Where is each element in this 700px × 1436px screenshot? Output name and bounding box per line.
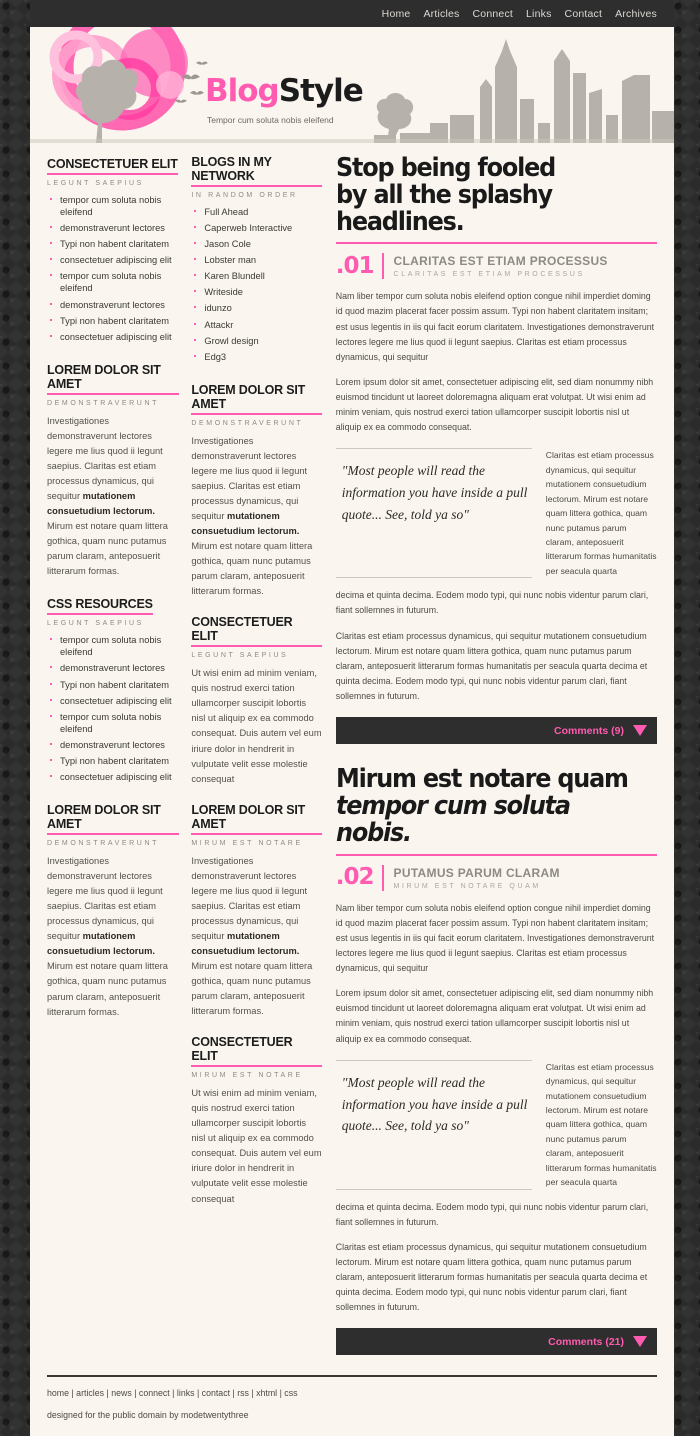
article-number: .01 [335,252,374,279]
list-item[interactable]: idunzo [191,302,321,318]
article-subtitle: MIRUM EST NOTARE QUAM [393,882,541,890]
sidebar-paragraph [191,854,321,1020]
sidebar-subheading: LEGUNT SAEPIUS [47,620,144,628]
article-paragraph: Lorem ipsum dolor sit amet, consectetuer adipiscing elit, sed diam nonummy nibh euismod tincidunt ut laoreet doloremagna aliquam erat volutpat. Ut wisi enim ad minim veniam, quis nostrud exerci tation ullamcorper suscipit lobortis nisl ut aliquip ex ea commodo consequat. [335,988,654,1044]
paragraph-text-bold: mutationem consuetudium lectorum. [47,931,155,957]
article-paragraph: decima et quinta decima. Eodem modo typi, qui nunc nobis videntur parum clari, fiant sollemnes in futurum. [335,590,649,616]
sidebar-block [47,155,179,347]
headline-divider [336,242,657,244]
article [336,155,657,744]
pullquote-side-text: Claritas est etiam processus dynamicus, qui sequitur mutationem consuetudium lectorum. Mirum est notare quam littera gothica, quam nunc putamus parum claram, anteposuerit litterarum formas humanitatis per seacula quarta [545,450,657,576]
footer-links[interactable]: home | articles | news | connect | links | contact | rss | xhtml | css [47,1388,298,1399]
sidebar-heading: LOREM DOLOR SIT AMET [191,383,321,415]
list-item[interactable]: tempor cum soluta nobis eleifend [47,711,179,739]
page-footer [47,1375,657,1436]
list-item[interactable]: tempor cum soluta nobis eleifend [47,194,179,222]
paragraph-text-post: Mirum est notare quam littera gothica, quam nunc putamus parum claram, anteposuerit litterarum formas. [47,521,168,577]
comments-link[interactable]: Comments (21) [548,1335,624,1348]
list-item[interactable]: demonstraverunt lectores [47,222,179,238]
nav-link-articles[interactable]: Articles [423,7,460,20]
paragraph-text-bold: mutationem consuetudium lectorum. [191,930,300,956]
paragraph-text-pre: Investigationes demonstraverunt lectores legere me lius quod ii legunt saepius. Claritas est etiam processus dynamicus, qui sequitur [47,415,163,502]
sidebar-heading: CONSECTETUER ELIT [47,157,178,175]
list-item[interactable]: consectetuer adipiscing elit [47,695,179,711]
sidebar-heading: CSS RESOURCES [47,597,153,615]
sidebar-paragraph [47,414,179,580]
list-item[interactable]: Edg3 [191,351,321,367]
sidebar-list [47,634,179,787]
sidebar-heading: CONSECTETUER ELIT [191,1035,321,1067]
footer-credit: designed for the public domain by modetwentythree [47,1410,249,1421]
sidebar-block [47,595,179,787]
paragraph-text-post: Mirum est notare quam littera gothica, quam nunc putamus parum claram, anteposuerit litterarum formas. [191,541,313,597]
list-item[interactable]: tempor cum soluta nobis eleifend [47,270,179,298]
site-tagline: Tempor cum soluta nobis eleifend [207,115,334,125]
list-item[interactable]: Typi non habent claritatem [47,679,179,695]
sidebar-middle [191,155,335,1355]
paragraph-text-bold: mutationem consuetudium lectorum. [47,491,155,517]
sidebar-list [47,194,179,347]
nav-link-connect[interactable]: Connect [472,7,514,20]
sidebar-paragraph: Ut wisi enim ad minim veniam, quis nostrud exerci tation ullamcorper suscipit lobortis nisl ut aliquip ex ea commodo consequat. Duis autem vel eum iriure dolor in hendrerit in vulputate velit esse molestie consequat [191,1088,322,1204]
headline-line-1: Stop being fooled [335,153,555,183]
article-paragraph: decima et quinta decima. Eodem modo typi, qui nunc nobis videntur parum clari, fiant sollemnes in futurum. [335,1201,649,1227]
pullquote-side-text: Claritas est etiam processus dynamicus, qui sequitur mutationem consuetudium lectorum. Mirum est notare quam littera gothica, quam nunc putamus parum claram, anteposuerit litterarum formas humanitatis per seacula quarta [545,1061,657,1188]
sidebar-subheading: DEMONSTRAVERUNT [47,840,159,848]
site-banner [30,27,674,143]
article-meta-divider [382,253,384,279]
article-paragraph: Claritas est etiam processus dynamicus, qui sequitur mutationem consuetudium lectorum. Mirum est notare quam littera gothica, quam nunc putamus parum claram, anteposuerit litterarum formas humanitatis per seacula quarta decima et quinta decima. Eodem modo typi, qui nunc nobis videntur parum clari, fiant sollemnes in futurum. [335,1241,648,1313]
article-meta-divider [382,865,384,891]
list-item[interactable]: Growl design [191,335,321,351]
sidebar-heading: LOREM DOLOR SIT AMET [191,803,321,835]
sidebar-block [191,155,321,367]
sidebar-subheading: IN RANDOM ORDER [191,192,298,199]
pull-quote: "Most people will read the information you have inside a pull quote... See, told ya so" [336,1060,532,1190]
sidebar-block [191,615,321,786]
logo-word-style: Style [278,73,363,109]
article-meta [336,865,657,891]
logo-word-blog: Blog [205,73,279,109]
article-paragraph: Lorem ipsum dolor sit amet, consectetuer adipiscing elit, sed diam nonummy nibh euismod tincidunt ut laoreet doloremagna aliquam erat volutpat. Ut wisi enim ad minim veniam, quis nostrud exerci tation ullamcorper suscipit lobortis nisl ut aliquip ex ea commodo consequat. [335,376,654,433]
paragraph-text-pre: Investigationes demonstraverunt lectores legere me lius quod ii legunt saepius. Claritas est etiam processus dynamicus, qui sequitur [191,435,308,522]
sidebar-heading: LOREM DOLOR SIT AMET [47,363,179,395]
comments-link[interactable]: Comments (9) [553,724,624,737]
list-item[interactable]: demonstraverunt lectores [47,299,179,315]
list-item[interactable]: Typi non habent claritatem [47,755,179,771]
site-logo[interactable] [205,73,363,109]
article-number: .02 [335,864,374,891]
nav-link-links[interactable]: Links [526,7,552,20]
article [336,766,657,1355]
pullquote-row [336,448,657,578]
sidebar-paragraph [47,854,179,1020]
article-title-group [394,254,608,278]
sidebar-subheading: LEGUNT SAEPIUS [191,652,289,660]
article-title: CLARITAS EST ETIAM PROCESSUS [393,254,608,269]
article-paragraph: Nam liber tempor cum soluta nobis eleifend option congue nihil imperdiet doming id quod mazim placerat facer possim assum. Typi non habent claritatem insitam; est usus legentis in iis qui facit eorum claritatem. Investigationes demonstraverunt lectores legere me lius quod ii legunt saepius. Claritas est etiam processus dynamicus, qui sequitur [335,291,655,362]
paragraph-text-pre: Investigationes demonstraverunt lectores legere me lius quod ii legunt saepius. Claritas est etiam processus dynamicus, qui sequitur [47,856,163,942]
headline-line-2: by all the splashy headlines. [335,179,552,237]
list-item[interactable]: Lobster man [191,254,321,270]
triangle-down-icon[interactable] [633,1336,647,1347]
article-paragraph: Nam liber tempor cum soluta nobis eleifend option congue nihil imperdiet doming id quod mazim placerat facer possim assum. Typi non habent claritatem insitam; est usus legentis in iis qui facit eorum claritatem. Investigationes demonstraverunt lectores legere me lius quod ii legunt saepius. Claritas est etiam processus dynamicus, qui sequitur [335,902,655,974]
page-container [30,0,674,1436]
sidebar-list [191,206,321,367]
sidebar-paragraph: Ut wisi enim ad minim veniam, quis nostrud exerci tation ullamcorper suscipit lobortis nisl ut aliquip ex ea commodo consequat. Duis autem vel eum iriure dolor in hendrerit in vulputate velit esse molestie consequat [191,668,322,784]
article-meta [336,253,657,279]
sidebar-subheading: MIRUM EST NOTARE [191,1072,303,1080]
list-item[interactable]: consectetuer adipiscing elit [47,254,179,270]
list-item[interactable]: Writeside [191,286,321,302]
list-item[interactable]: consectetuer adipiscing elit [47,331,179,347]
list-item[interactable]: Jason Cole [191,238,321,254]
paragraph-text-post: Mirum est notare quam littera gothica, quam nunc putamus parum claram, anteposuerit litterarum formas. [47,961,168,1017]
list-item[interactable]: demonstraverunt lectores [47,739,179,755]
headline-line-1: Mirum est notare quam [335,764,628,795]
list-item[interactable]: Typi non habent claritatem [47,315,179,331]
sidebar-heading: BLOGS IN MY NETWORK [191,155,321,187]
sidebar-block [47,803,179,1020]
sidebar-subheading: MIRUM EST NOTARE [191,839,303,847]
top-navigation [30,0,674,27]
list-item[interactable]: Karen Blundell [191,270,321,286]
list-item[interactable]: Typi non habent claritatem [47,238,179,254]
pullquote-row [336,1060,657,1190]
list-item[interactable]: Attackr [191,319,321,335]
headline-line-2: tempor cum soluta nobis. [335,791,570,848]
sidebar-block [47,363,179,580]
nav-link-home[interactable]: Home [381,7,411,20]
article-title-group [394,866,560,890]
article-title: PUTAMUS PARUM CLARAM [393,865,560,880]
triangle-down-icon[interactable] [633,725,647,736]
nav-link-archives[interactable]: Archives [615,7,657,20]
list-item[interactable]: Caperweb Interactive [191,222,321,238]
article-headline [336,766,632,846]
paragraph-text-post: Mirum est notare quam littera gothica, quam nunc putamus parum claram, anteposuerit litterarum formas. [191,961,313,1017]
list-item[interactable]: consectetuer adipiscing elit [47,771,179,787]
sidebar-block [191,383,321,600]
sidebar-block [191,1035,321,1206]
comments-bar[interactable] [336,717,657,744]
list-item[interactable]: demonstraverunt lectores [47,662,179,678]
sidebar-subheading: DEMONSTRAVERUNT [47,399,159,407]
sidebar-heading: CONSECTETUER ELIT [191,615,321,647]
paragraph-text-pre: Investigationes demonstraverunt lectores legere me lius quod ii legunt saepius. Claritas est etiam processus dynamicus, qui sequitur [191,855,308,941]
article-paragraph: Claritas est etiam processus dynamicus, qui sequitur mutationem consuetudium lectorum. Mirum est notare quam littera gothica, quam nunc putamus parum claram, anteposuerit litterarum formas humanitatis per seacula quarta decima et quinta decima. Eodem modo typi, qui nunc nobis videntur parum clari, fiant sollemnes in futurum. [335,630,648,702]
list-item[interactable]: Full Ahead [191,206,321,222]
nav-link-contact[interactable]: Contact [564,7,603,20]
paragraph-text-bold: mutationem consuetudium lectorum. [191,511,300,537]
article-subtitle: CLARITAS EST ETIAM PROCESSUS [393,271,585,279]
pull-quote: "Most people will read the information you have inside a pull quote... See, told ya so" [336,448,532,578]
sidebar-subheading: LEGUNT SAEPIUS [47,180,144,187]
sidebar-left [47,155,191,1355]
comments-bar[interactable] [336,1328,657,1355]
sidebar-block [191,803,321,1020]
headline-divider [336,854,657,856]
article-headline [336,155,632,235]
sidebar-heading: LOREM DOLOR SIT AMET [47,803,179,835]
list-item[interactable]: tempor cum soluta nobis eleifend [47,634,179,662]
content-columns [30,143,674,1355]
main-content [336,155,657,1355]
sidebar-paragraph [191,434,321,600]
sidebar-subheading: DEMONSTRAVERUNT [191,419,304,427]
